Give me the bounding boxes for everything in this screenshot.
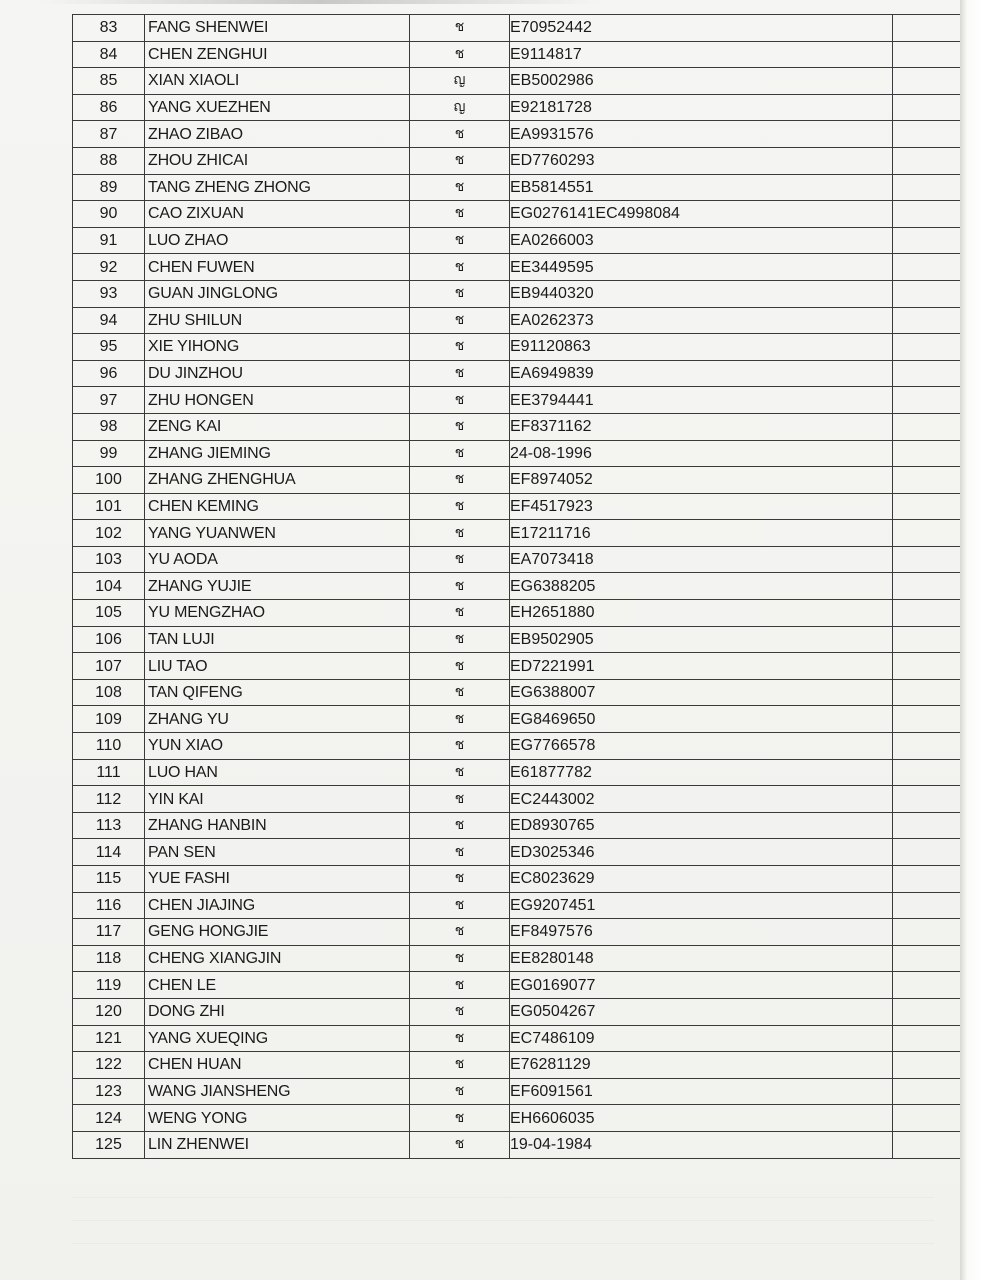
gender-cell: ช — [410, 413, 510, 440]
row-number-cell: 124 — [73, 1105, 145, 1132]
name-cell: YUE FASHI — [145, 866, 410, 893]
table-row — [73, 493, 984, 520]
name-cell: ZHU SHILUN — [145, 307, 410, 334]
row-number-cell: 111 — [73, 759, 145, 786]
gender-cell: ช — [410, 307, 510, 334]
name-cell: WENG YONG — [145, 1105, 410, 1132]
row-number-cell: 117 — [73, 919, 145, 946]
name-cell: ZHANG YUJIE — [145, 573, 410, 600]
gender-cell: ช — [410, 679, 510, 706]
gender-cell: ช — [410, 467, 510, 494]
gender-cell: ช — [410, 546, 510, 573]
table-row — [73, 706, 984, 733]
row-number-cell: 86 — [73, 94, 145, 121]
name-cell: YANG XUEQING — [145, 1025, 410, 1052]
name-cell: LUO ZHAO — [145, 227, 410, 254]
row-number-cell: 98 — [73, 413, 145, 440]
row-number-cell: 95 — [73, 334, 145, 361]
passport-number-cell: E61877782 — [510, 759, 893, 786]
row-number-cell: 113 — [73, 812, 145, 839]
passport-number-cell: E76281129 — [510, 1052, 893, 1079]
passport-number-cell: E91120863 — [510, 334, 893, 361]
row-number-cell: 108 — [73, 679, 145, 706]
table-row — [73, 334, 984, 361]
table-row — [73, 626, 984, 653]
row-number-cell: 87 — [73, 121, 145, 148]
page-edge-shadow — [960, 0, 984, 1280]
passport-number-cell: EE8280148 — [510, 945, 893, 972]
name-cell: DU JINZHOU — [145, 360, 410, 387]
name-cell: CHEN LE — [145, 972, 410, 999]
gender-cell: ช — [410, 812, 510, 839]
row-number-cell: 90 — [73, 201, 145, 228]
passport-number-cell: EF8371162 — [510, 413, 893, 440]
row-number-cell: 101 — [73, 493, 145, 520]
table-row — [73, 387, 984, 414]
row-number-cell: 83 — [73, 15, 145, 42]
table-row — [73, 679, 984, 706]
name-cell: CHEN FUWEN — [145, 254, 410, 281]
row-number-cell: 96 — [73, 360, 145, 387]
name-cell: ZHOU ZHICAI — [145, 147, 410, 174]
row-number-cell: 102 — [73, 520, 145, 547]
gender-cell: ช — [410, 786, 510, 813]
gender-cell: ช — [410, 653, 510, 680]
passport-number-cell: EG0169077 — [510, 972, 893, 999]
name-cell: CHEN HUAN — [145, 1052, 410, 1079]
name-cell: TAN LUJI — [145, 626, 410, 653]
passport-number-cell: E70952442 — [510, 15, 893, 42]
gender-cell: ช — [410, 972, 510, 999]
name-cell: TANG ZHENG ZHONG — [145, 174, 410, 201]
gender-cell: ช — [410, 1025, 510, 1052]
passport-number-cell: ED8930765 — [510, 812, 893, 839]
gender-cell: ญ — [410, 94, 510, 121]
table-row — [73, 15, 984, 42]
table-row — [73, 1025, 984, 1052]
gender-cell: ช — [410, 174, 510, 201]
row-number-cell: 88 — [73, 147, 145, 174]
table-row — [73, 227, 984, 254]
passport-number-cell: EG9207451 — [510, 892, 893, 919]
gender-cell: ช — [410, 121, 510, 148]
row-number-cell: 109 — [73, 706, 145, 733]
name-cell: YIN KAI — [145, 786, 410, 813]
name-cell: ZHAO ZIBAO — [145, 121, 410, 148]
table-row — [73, 866, 984, 893]
passport-number-cell: EG7766578 — [510, 733, 893, 760]
gender-cell: ญ — [410, 68, 510, 95]
row-number-cell: 120 — [73, 998, 145, 1025]
passport-number-cell: EA9931576 — [510, 121, 893, 148]
gender-cell: ช — [410, 1105, 510, 1132]
gender-cell: ช — [410, 600, 510, 627]
table-row — [73, 972, 984, 999]
name-cell: ZHU HONGEN — [145, 387, 410, 414]
table-row — [73, 68, 984, 95]
name-cell: LUO HAN — [145, 759, 410, 786]
row-number-cell: 114 — [73, 839, 145, 866]
row-number-cell: 107 — [73, 653, 145, 680]
table-row — [73, 174, 984, 201]
passport-number-cell: EH6606035 — [510, 1105, 893, 1132]
gender-cell: ช — [410, 147, 510, 174]
gender-cell: ช — [410, 1131, 510, 1158]
roster-table — [72, 14, 984, 1159]
row-number-cell: 93 — [73, 280, 145, 307]
gender-cell: ช — [410, 360, 510, 387]
passport-number-cell: EA0266003 — [510, 227, 893, 254]
name-cell: WANG JIANSHENG — [145, 1078, 410, 1105]
name-cell: LIU TAO — [145, 653, 410, 680]
passport-number-cell: ED3025346 — [510, 839, 893, 866]
name-cell: ZENG KAI — [145, 413, 410, 440]
page-bottom-blank-area — [72, 1175, 934, 1265]
table-row — [73, 413, 984, 440]
table-row — [73, 573, 984, 600]
passport-number-cell: EA0262373 — [510, 307, 893, 334]
name-cell: PAN SEN — [145, 839, 410, 866]
gender-cell: ช — [410, 15, 510, 42]
name-cell: XIAN XIAOLI — [145, 68, 410, 95]
passport-number-cell: ED7221991 — [510, 653, 893, 680]
row-number-cell: 110 — [73, 733, 145, 760]
gender-cell: ช — [410, 839, 510, 866]
table-row — [73, 1131, 984, 1158]
row-number-cell: 121 — [73, 1025, 145, 1052]
passport-number-cell: EB9502905 — [510, 626, 893, 653]
table-row — [73, 94, 984, 121]
row-number-cell: 104 — [73, 573, 145, 600]
table-row — [73, 440, 984, 467]
passport-number-cell: EF4517923 — [510, 493, 893, 520]
table-row — [73, 733, 984, 760]
passport-number-cell: 24-08-1996 — [510, 440, 893, 467]
table-row — [73, 998, 984, 1025]
table-row — [73, 919, 984, 946]
name-cell: GENG HONGJIE — [145, 919, 410, 946]
name-cell: YU AODA — [145, 546, 410, 573]
row-number-cell: 94 — [73, 307, 145, 334]
row-number-cell: 116 — [73, 892, 145, 919]
row-number-cell: 125 — [73, 1131, 145, 1158]
row-number-cell: 106 — [73, 626, 145, 653]
name-cell: ZHANG HANBIN — [145, 812, 410, 839]
table-row — [73, 360, 984, 387]
gender-cell: ช — [410, 493, 510, 520]
gender-cell: ช — [410, 733, 510, 760]
name-cell: XIE YIHONG — [145, 334, 410, 361]
row-number-cell: 89 — [73, 174, 145, 201]
row-number-cell: 123 — [73, 1078, 145, 1105]
table-row — [73, 307, 984, 334]
passport-number-cell: EB5002986 — [510, 68, 893, 95]
row-number-cell: 92 — [73, 254, 145, 281]
row-number-cell: 105 — [73, 600, 145, 627]
row-number-cell: 99 — [73, 440, 145, 467]
name-cell: DONG ZHI — [145, 998, 410, 1025]
row-number-cell: 91 — [73, 227, 145, 254]
gender-cell: ช — [410, 440, 510, 467]
passport-number-cell: 19-04-1984 — [510, 1131, 893, 1158]
name-cell: ZHANG ZHENGHUA — [145, 467, 410, 494]
passport-number-cell: EE3794441 — [510, 387, 893, 414]
passport-number-cell: EE3449595 — [510, 254, 893, 281]
table-row — [73, 41, 984, 68]
gender-cell: ช — [410, 626, 510, 653]
passport-number-cell: EG0504267 — [510, 998, 893, 1025]
table-row — [73, 147, 984, 174]
row-number-cell: 122 — [73, 1052, 145, 1079]
gender-cell: ช — [410, 945, 510, 972]
passport-number-cell: EG6388205 — [510, 573, 893, 600]
name-cell: YUN XIAO — [145, 733, 410, 760]
row-number-cell: 112 — [73, 786, 145, 813]
row-number-cell: 97 — [73, 387, 145, 414]
table-row — [73, 786, 984, 813]
name-cell: CAO ZIXUAN — [145, 201, 410, 228]
name-cell: FANG SHENWEI — [145, 15, 410, 42]
gender-cell: ช — [410, 759, 510, 786]
table-row — [73, 546, 984, 573]
passport-number-cell: EC8023629 — [510, 866, 893, 893]
row-number-cell: 118 — [73, 945, 145, 972]
table-row — [73, 653, 984, 680]
scan-artifact — [40, 0, 600, 4]
gender-cell: ช — [410, 201, 510, 228]
table-row — [73, 892, 984, 919]
passport-number-cell: EC2443002 — [510, 786, 893, 813]
passport-number-cell: EC7486109 — [510, 1025, 893, 1052]
name-cell: CHEN ZENGHUI — [145, 41, 410, 68]
gender-cell: ช — [410, 387, 510, 414]
name-cell: CHENG XIANGJIN — [145, 945, 410, 972]
name-cell: CHEN KEMING — [145, 493, 410, 520]
row-number-cell: 119 — [73, 972, 145, 999]
row-number-cell: 84 — [73, 41, 145, 68]
gender-cell: ช — [410, 254, 510, 281]
gender-cell: ช — [410, 573, 510, 600]
passport-number-cell: EA6949839 — [510, 360, 893, 387]
gender-cell: ช — [410, 866, 510, 893]
passport-number-cell: ED7760293 — [510, 147, 893, 174]
roster-table-body — [73, 15, 984, 1159]
gender-cell: ช — [410, 41, 510, 68]
passport-number-cell: EF8497576 — [510, 919, 893, 946]
gender-cell: ช — [410, 334, 510, 361]
table-row — [73, 812, 984, 839]
gender-cell: ช — [410, 280, 510, 307]
gender-cell: ช — [410, 520, 510, 547]
passport-number-cell: EG0276141EC4998084 — [510, 201, 893, 228]
table-row — [73, 121, 984, 148]
gender-cell: ช — [410, 892, 510, 919]
table-row — [73, 945, 984, 972]
table-row — [73, 254, 984, 281]
table-row — [73, 1052, 984, 1079]
passport-number-cell: EG6388007 — [510, 679, 893, 706]
name-cell: YU MENGZHAO — [145, 600, 410, 627]
passport-number-cell: EA7073418 — [510, 546, 893, 573]
passport-number-cell: EF8974052 — [510, 467, 893, 494]
row-number-cell: 100 — [73, 467, 145, 494]
table-row — [73, 1078, 984, 1105]
name-cell: TAN QIFENG — [145, 679, 410, 706]
name-cell: YANG YUANWEN — [145, 520, 410, 547]
table-row — [73, 520, 984, 547]
passport-number-cell: EB9440320 — [510, 280, 893, 307]
table-row — [73, 201, 984, 228]
table-row — [73, 759, 984, 786]
name-cell: ZHANG JIEMING — [145, 440, 410, 467]
name-cell: CHEN JIAJING — [145, 892, 410, 919]
passport-number-cell: E9114817 — [510, 41, 893, 68]
row-number-cell: 85 — [73, 68, 145, 95]
table-row — [73, 1105, 984, 1132]
name-cell: ZHANG YU — [145, 706, 410, 733]
table-row — [73, 839, 984, 866]
passport-number-cell: E17211716 — [510, 520, 893, 547]
passport-number-cell: EG8469650 — [510, 706, 893, 733]
gender-cell: ช — [410, 998, 510, 1025]
name-cell: GUAN JINGLONG — [145, 280, 410, 307]
passport-number-cell: E92181728 — [510, 94, 893, 121]
name-cell: LIN ZHENWEI — [145, 1131, 410, 1158]
name-cell: YANG XUEZHEN — [145, 94, 410, 121]
passport-number-cell: EB5814551 — [510, 174, 893, 201]
table-row — [73, 467, 984, 494]
passport-number-cell: EF6091561 — [510, 1078, 893, 1105]
table-row — [73, 600, 984, 627]
gender-cell: ช — [410, 1078, 510, 1105]
table-row — [73, 280, 984, 307]
gender-cell: ช — [410, 1052, 510, 1079]
gender-cell: ช — [410, 706, 510, 733]
row-number-cell: 103 — [73, 546, 145, 573]
row-number-cell: 115 — [73, 866, 145, 893]
gender-cell: ช — [410, 919, 510, 946]
gender-cell: ช — [410, 227, 510, 254]
passport-number-cell: EH2651880 — [510, 600, 893, 627]
